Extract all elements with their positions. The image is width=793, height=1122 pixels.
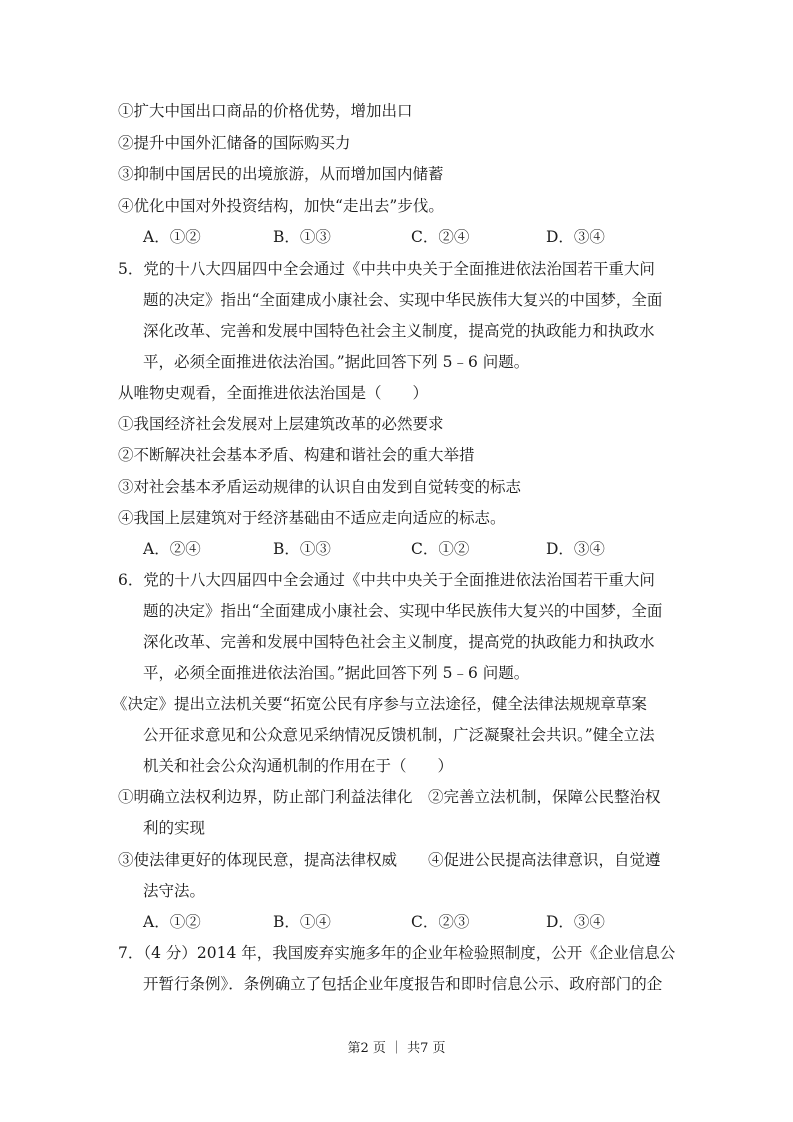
q4-item-2: ②提升中国外汇储备的国际购买力 — [118, 134, 351, 152]
q4-option-c: C．②④ — [411, 228, 470, 246]
q4-option-d: D．③④ — [546, 228, 605, 246]
q5-item-2: ②不断解决社会基本矛盾、构建和谐社会的重大举措 — [118, 446, 475, 464]
q6-items-line-2: 利的实现 — [143, 819, 206, 837]
q5-options — [143, 539, 683, 559]
q5-item-4: ④我国上层建筑对于经济基础由不适应走向适应的标志。 — [118, 509, 506, 527]
q4-item-1: ①扩大中国出口商品的价格优势，增加出口 — [118, 102, 413, 120]
q6-stem-line-2: 题的决定》指出“全面建成小康社会、实现中华民族伟大复兴的中国梦，全面 — [143, 602, 663, 620]
q5-option-b: B．①③ — [273, 540, 331, 558]
q5-item-3: ③对社会基本矛盾运动规律的认识自由发到自觉转变的标志 — [118, 478, 522, 496]
q6-stem-line-3: 深化改革、完善和发展中国特色社会主义制度，提高党的执政能力和执政水 — [143, 633, 655, 651]
q6-stem-line-4: 平，必须全面推进依法治国。”据此回答下列 5﹣6 问题。 — [143, 664, 530, 682]
q6-question-line-2: 公开征求意见和公众意见采纳情况反馈机制，广泛凝聚社会共识。”健全立法 — [143, 726, 655, 744]
q4-options — [143, 227, 683, 247]
q5-item-1: ①我国经济社会发展对上层建筑改革的必然要求 — [118, 415, 444, 433]
q6-option-b: B．①④ — [273, 913, 331, 931]
q5-stem-line-2: 题的决定》指出“全面建成小康社会、实现中华民族伟大复兴的中国梦，全面 — [143, 291, 663, 309]
q6-option-d: D．③④ — [546, 913, 605, 931]
q4-item-4: ④优化中国对外投资结构，加快“走出去”步伐。 — [118, 197, 444, 215]
q6-option-a: A．①② — [143, 913, 201, 931]
q6-items-line-3: ③使法律更好的体现民意，提高法律权威 ④促进公民提高法律意识，自觉遵 — [118, 851, 661, 869]
q6-question-line-3: 机关和社会公众沟通机制的作用在于（ ） — [143, 757, 454, 775]
q6-option-c: C．②③ — [411, 913, 470, 931]
q6-items-line-4: 法守法。 — [143, 882, 206, 900]
page-footer: 第2 页 ｜ 共7 页 — [347, 1041, 446, 1056]
q4-option-b: B．①③ — [273, 228, 331, 246]
q5-stem-line-3: 深化改革、完善和发展中国特色社会主义制度，提高党的执政能力和执政水 — [143, 322, 655, 340]
q7-stem-line-1: 7．（4 分）2014 年，我国废弃实施多年的企业年检验照制度，公开《企业信息公 — [118, 944, 676, 962]
q6-question-line-1: 《决定》提出立法机关要“拓宽公民有序参与立法途径，健全法律法规规章草案 — [112, 695, 647, 713]
q6-options — [143, 912, 683, 932]
q5-question: 从唯物史观看，全面推进依法治国是（ ） — [118, 384, 429, 402]
q5-option-a: A．②④ — [143, 540, 201, 558]
q4-item-3: ③抑制中国居民的出境旅游，从而增加国内储蓄 — [118, 165, 444, 183]
q5-stem-line-1: 5．党的十八大四届四中全会通过《中共中央关于全面推进依法治国若干重大问 — [118, 260, 655, 278]
q6-items-line-1: ①明确立法权利边界，防止部门利益法律化 ②完善立法机制，保障公民整治权 — [118, 788, 661, 806]
q4-option-a: A．①② — [143, 228, 201, 246]
q5-stem-line-4: 平，必须全面推进依法治国。”据此回答下列 5﹣6 问题。 — [143, 353, 530, 371]
q6-stem-line-1: 6．党的十八大四届四中全会通过《中共中央关于全面推进依法治国若干重大问 — [118, 571, 655, 589]
q5-option-d: D．③④ — [546, 540, 605, 558]
q5-option-c: C．①② — [411, 540, 470, 558]
q7-stem-line-2: 开暂行条例》．条例确立了包括企业年度报告和即时信息公示、政府部门的企 — [143, 975, 663, 993]
